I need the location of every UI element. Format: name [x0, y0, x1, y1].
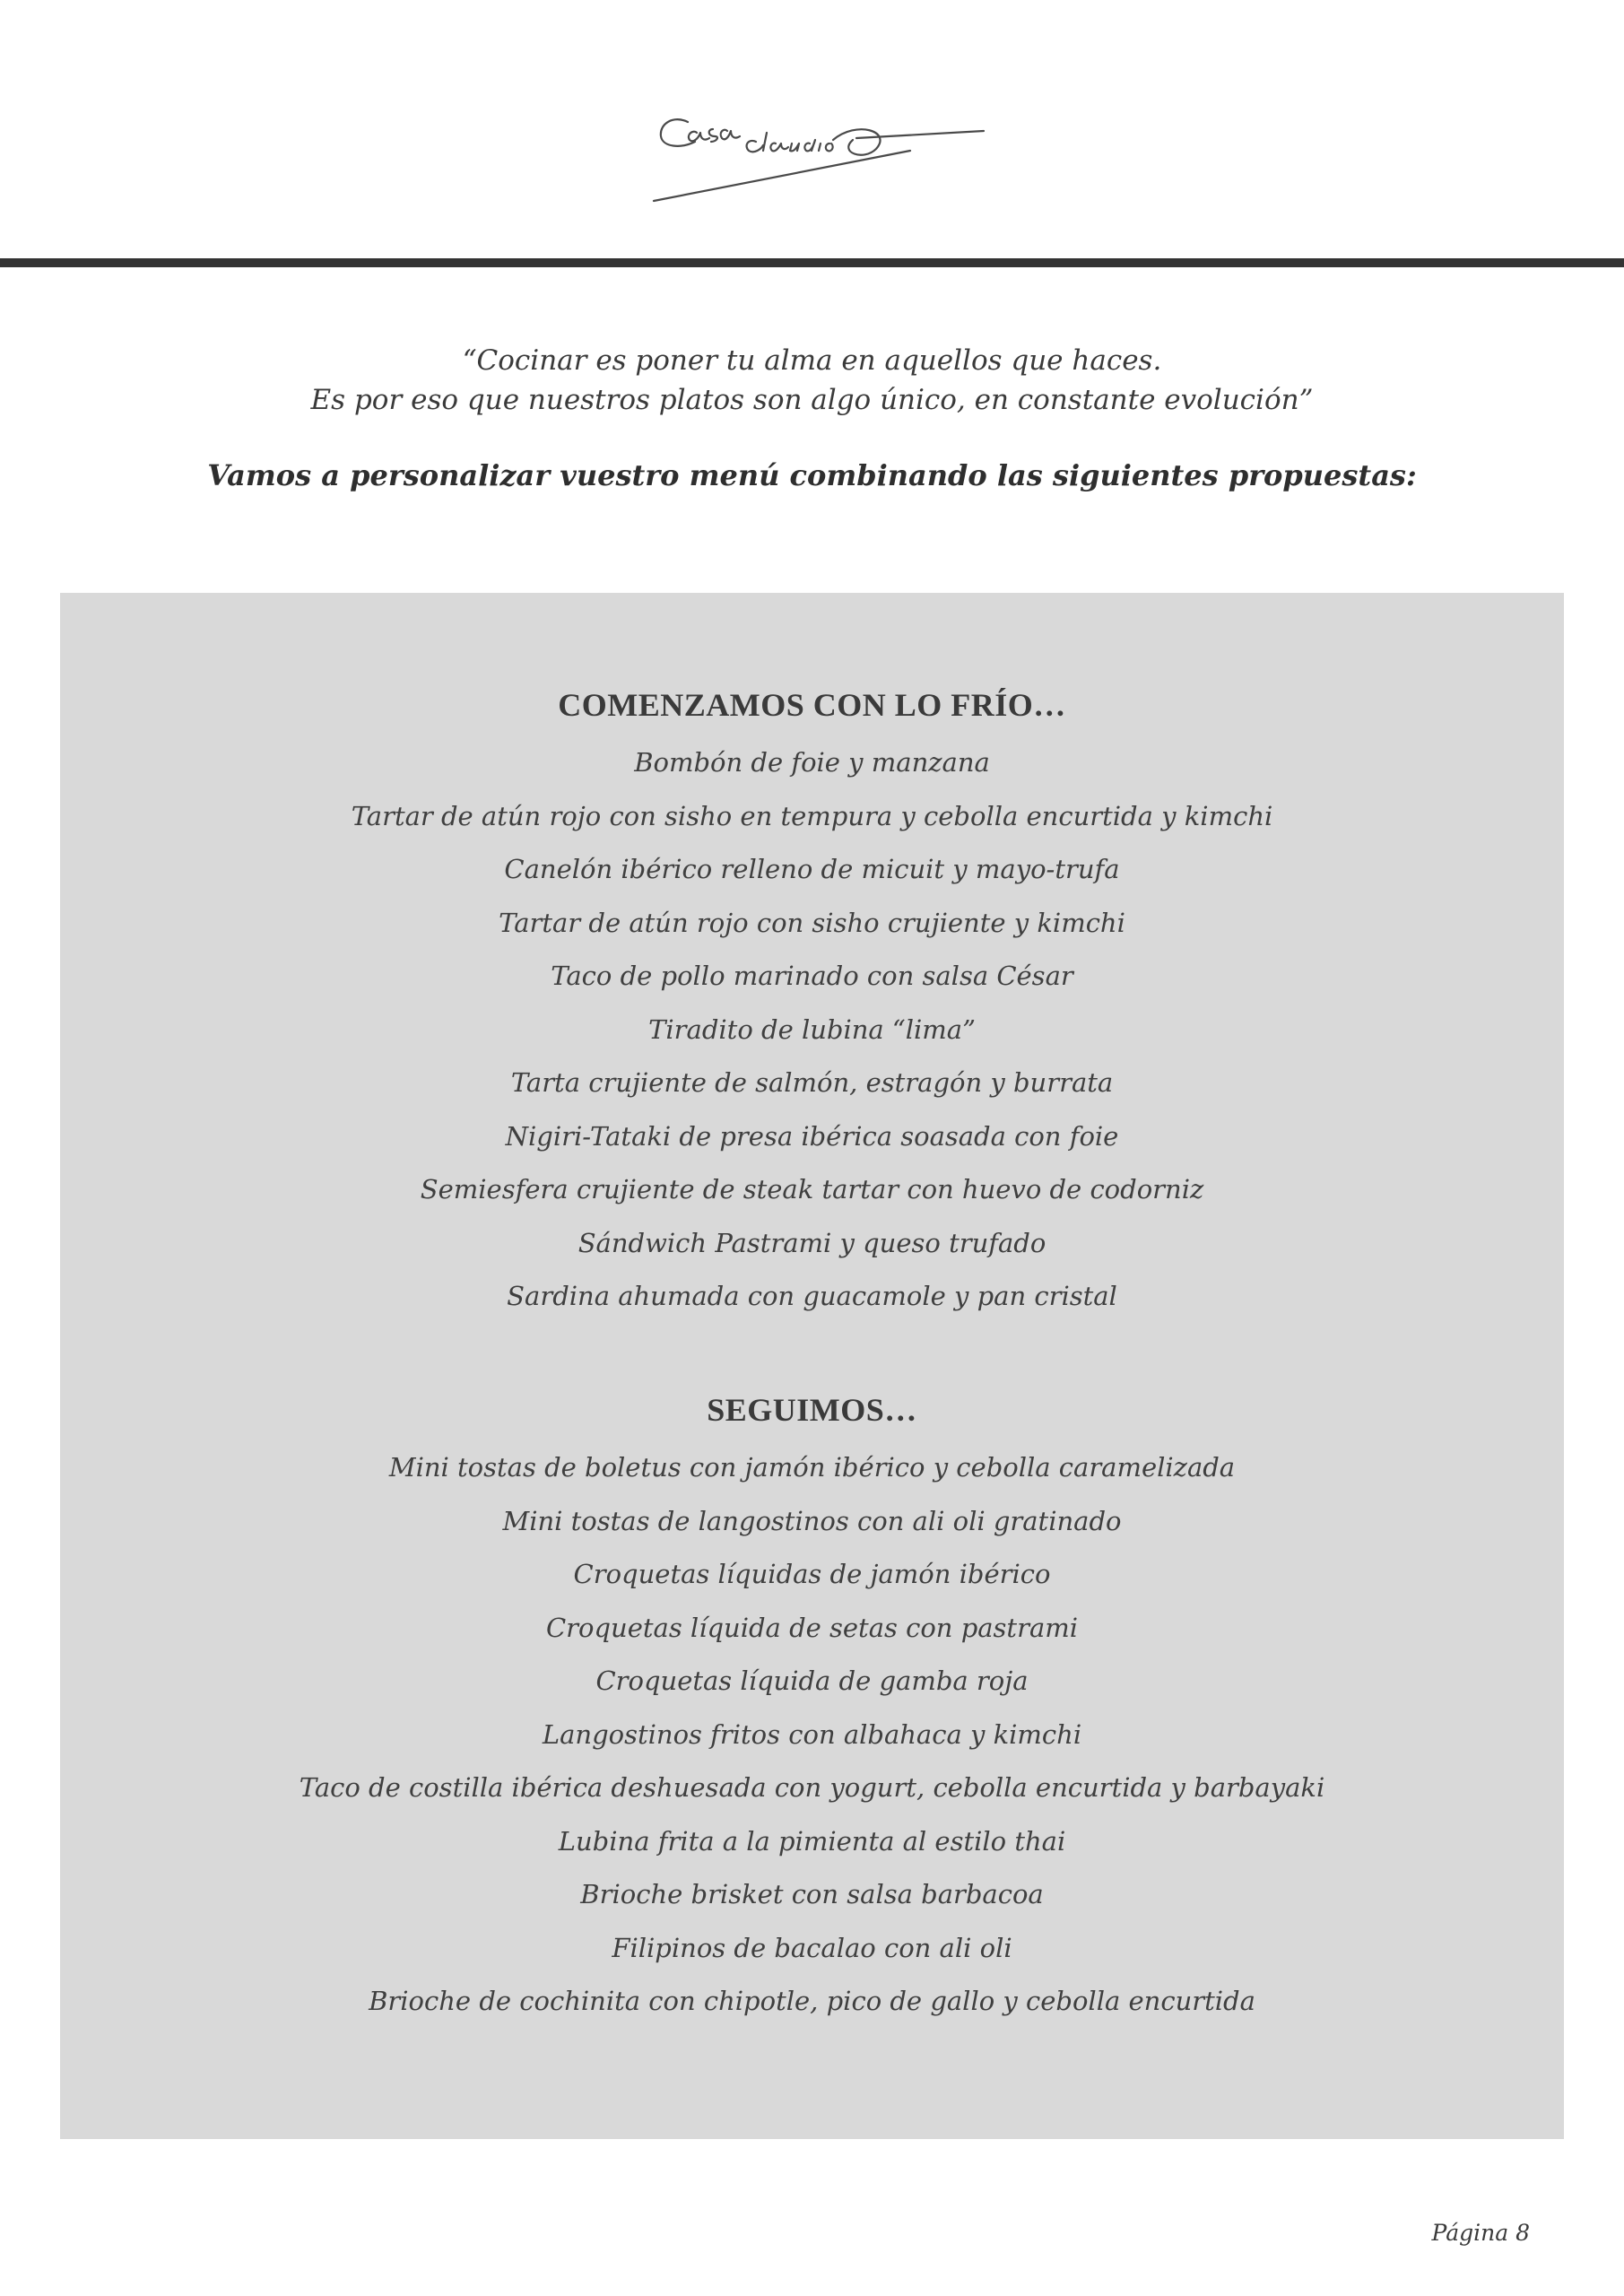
- section-next-courses: [60, 1387, 1564, 2029]
- quote-line-2: Es por eso que nuestros platos son algo único, en constante evolución”: [310, 384, 1314, 416]
- signature-logo: [641, 90, 1000, 215]
- page-number: Página 8: [1431, 2220, 1530, 2246]
- quote-line-1: “Cocinar es poner tu alma en aquellos que haces.: [462, 344, 1162, 377]
- list-item: Lubina frita a la pimienta al estilo thai: [558, 1825, 1066, 1857]
- list-item: Mini tostas de boletus con jamón ibérico y cebolla caramelizada: [388, 1452, 1236, 1483]
- list-item: Tartar de atún rojo con sisho en tempura y cebolla encurtida y kimchi: [351, 800, 1273, 831]
- list-item: Sándwich Pastrami y queso trufado: [578, 1227, 1046, 1258]
- section-cold-starters: [60, 683, 1564, 1324]
- menu-panel: [60, 593, 1564, 2139]
- intro: [0, 341, 1624, 524]
- list-item: Taco de pollo marinado con salsa César: [551, 961, 1073, 991]
- list-item: Taco de costilla ibérica deshuesada con yogurt, cebolla encurtida y barbayaki: [299, 1772, 1325, 1803]
- menu-subtitle: Vamos a personalizar vuestro menú combinando las siguientes propuestas:: [207, 458, 1417, 492]
- list-item: Semiesfera crujiente de steak tartar con huevo de codorniz: [420, 1174, 1204, 1205]
- list-item: Nigiri-Tataki de presa ibérica soasada con foie: [505, 1120, 1119, 1152]
- list-item: Croquetas líquida de setas con pastrami: [545, 1612, 1079, 1643]
- section-title: COMENZAMOS CON LO FRÍO…: [558, 687, 1066, 723]
- list-item: Tarta crujiente de salmón, estragón y burrata: [510, 1067, 1114, 1098]
- list-item: Brioche brisket con salsa barbacoa: [580, 1879, 1044, 1909]
- list-item: Brioche de cochinita con chipotle, pico de gallo y cebolla encurtida: [369, 1986, 1255, 2016]
- list-item: Filipinos de bacalao con ali oli: [612, 1932, 1012, 1963]
- header-rule: [0, 258, 1624, 267]
- section-title: SEGUIMOS…: [707, 1392, 917, 1428]
- list-item: Mini tostas de langostinos con ali oli gratinado: [502, 1505, 1122, 1536]
- list-item: Sardina ahumada con guacamole y pan cristal: [507, 1281, 1117, 1311]
- list-item: Tiradito de lubina “lima”: [648, 1013, 976, 1045]
- list-item: Croquetas líquida de gamba roja: [595, 1665, 1029, 1696]
- list-item: Langostinos fritos con albahaca y kimchi: [542, 1718, 1082, 1750]
- list-item: Croquetas líquidas de jamón ibérico: [573, 1559, 1051, 1589]
- list-item: Bombón de foie y manzana: [634, 747, 990, 778]
- list-item: Tartar de atún rojo con sisho crujiente y kimchi: [499, 907, 1125, 938]
- list-item: Canelón ibérico relleno de micuit y mayo-trufa: [504, 854, 1120, 884]
